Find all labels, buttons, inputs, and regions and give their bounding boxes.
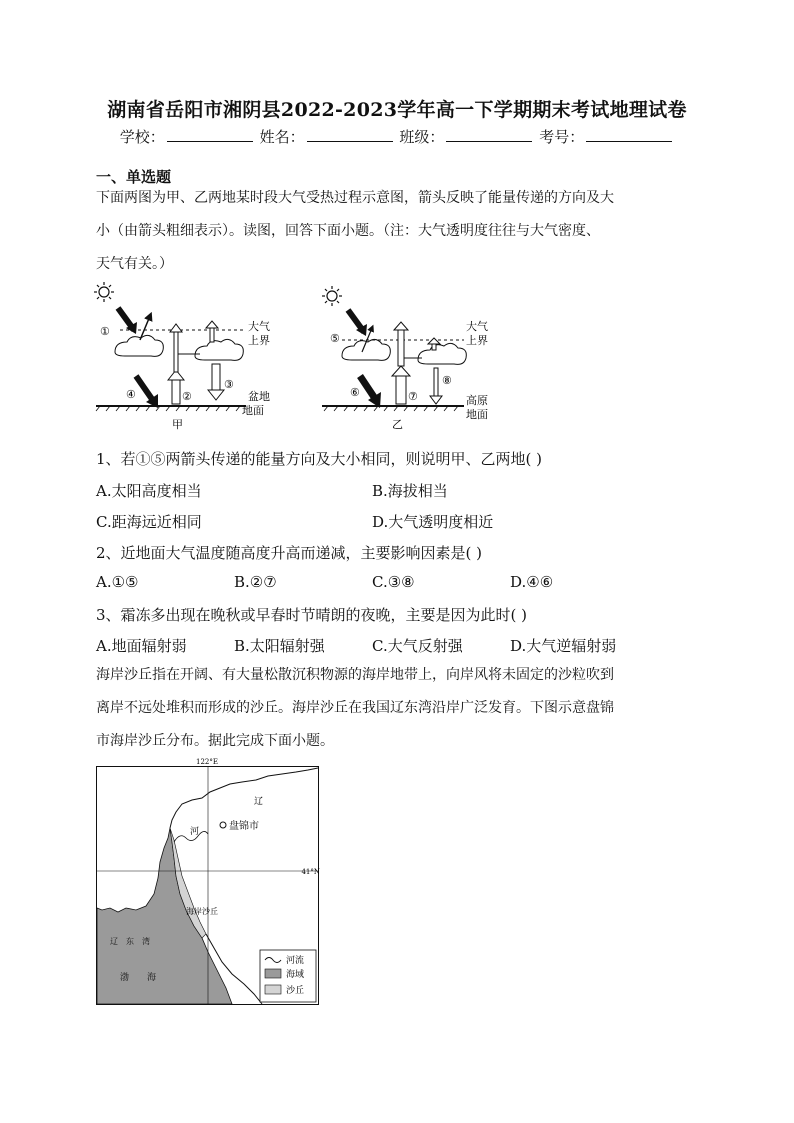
passage-2-line-2: 离岸不远处堆积而形成的沙丘。海岸沙丘在我国辽东湾沿岸广泛发育。下图示意盘锦	[96, 700, 614, 716]
section-heading: 一、单选题	[96, 168, 172, 186]
sun-icon	[322, 286, 342, 306]
class-label: 班级：	[399, 128, 445, 146]
name-label: 姓名：	[259, 128, 305, 146]
caption-jia: 甲	[172, 418, 183, 431]
number-label: 考号：	[539, 128, 585, 146]
question-1-stem: 1、若①⑤两箭头传递的能量方向及大小相同，则说明甲、乙两地( )	[96, 450, 543, 468]
arrow-3-label: ③	[224, 378, 234, 391]
arrow-6-label: ⑥	[350, 386, 360, 399]
latitude-label: 41°N	[301, 868, 320, 876]
arrow-2-label: ②	[182, 390, 192, 403]
arrow-8-label: ⑧	[442, 374, 452, 387]
q3-option-b[interactable]: B.太阳辐射强	[234, 637, 325, 655]
passage-2-line-1: 海岸沙丘指在开阔、有大量松散沉积物源的海岸地带上，向岸风将未固定的沙粒吹到	[96, 667, 614, 683]
river-name-char-1: 辽	[254, 797, 264, 807]
q3-option-a[interactable]: A.地面辐射弱	[96, 637, 187, 655]
legend-dune-label: 沙丘	[286, 986, 305, 996]
map-legend	[260, 950, 316, 1002]
school-label: 学校：	[119, 128, 165, 146]
passage-1-line-2: 小（由箭头粗细表示）。读图，回答下面小题。（注：大气透明度往往与大气密度、	[96, 223, 600, 239]
arrow-7-label: ⑦	[408, 390, 418, 403]
q1-option-c[interactable]: C.距海远近相同	[96, 513, 202, 531]
atmosphere-top-label-1: 大气	[248, 320, 270, 333]
question-2-stem: 2、近地面大气温度随高度升高而递减，主要影响因素是( )	[96, 544, 483, 562]
page-title: 湖南省岳阳市湘阴县2022-2023学年高一下学期期末考试地理试卷	[107, 99, 687, 121]
atmosphere-top-label-2: 上界	[466, 334, 488, 347]
atmosphere-top-label-2: 上界	[248, 334, 270, 347]
atmosphere-top-label-1: 大气	[466, 320, 488, 333]
ground-label-1: 高原	[466, 394, 488, 407]
q1-option-d[interactable]: D.大气透明度相近	[372, 513, 494, 531]
q3-option-c[interactable]: C.大气反射强	[372, 637, 463, 655]
q2-option-b[interactable]: B.②⑦	[234, 573, 277, 591]
sea-legend-swatch	[265, 969, 281, 978]
longitude-label: 122°E	[196, 758, 218, 766]
diagram-jia	[94, 282, 270, 431]
student-info-line	[0, 126, 794, 147]
legend-river-label: 河流	[286, 956, 305, 966]
passage-1-line-3: 天气有关。）	[96, 256, 173, 272]
legend-sea-label: 海域	[286, 970, 305, 980]
sun-icon	[94, 282, 114, 302]
q1-option-b[interactable]: B.海拔相当	[372, 482, 448, 500]
arrow-5-label: ⑤	[330, 332, 340, 345]
city-marker-icon	[220, 822, 226, 828]
q2-option-a[interactable]: A.①⑤	[96, 573, 139, 591]
sea-label-bohai: 渤 海	[120, 973, 157, 983]
city-label: 盘锦市	[229, 821, 259, 832]
diagram-yi	[322, 286, 488, 431]
sea-label-liaodong-bay: 辽 东 湾	[110, 937, 150, 946]
name-blank[interactable]	[307, 127, 393, 142]
arrow-4-label: ④	[126, 388, 136, 401]
river-name-char-2: 河	[190, 827, 200, 837]
passage-2	[96, 659, 701, 758]
dune-label: 海岸沙丘	[186, 907, 218, 916]
passage-1-line-1: 下面两图为甲、乙两地某时段大气受热过程示意图，箭头反映了能量传递的方向及大	[96, 190, 614, 206]
caption-yi: 乙	[392, 418, 403, 431]
atmosphere-heating-figure	[90, 280, 510, 440]
class-blank[interactable]	[446, 127, 532, 142]
school-blank[interactable]	[167, 127, 253, 142]
dune-legend-swatch	[265, 985, 281, 994]
ground-label-2: 地面	[466, 408, 488, 421]
passage-1	[96, 182, 701, 281]
q1-option-a[interactable]: A.太阳高度相当	[96, 482, 202, 500]
ground-label-1: 盆地	[248, 390, 270, 403]
arrow-1-label: ①	[100, 325, 110, 338]
ground-label-2: 地面	[242, 404, 264, 417]
question-3-stem: 3、霜冻多出现在晚秋或早春时节晴朗的夜晚，主要是因为此时( )	[96, 606, 528, 624]
q2-option-d[interactable]: D.④⑥	[510, 573, 554, 591]
q2-option-c[interactable]: C.③⑧	[372, 573, 415, 591]
number-blank[interactable]	[586, 127, 672, 142]
passage-2-line-3: 市海岸沙丘分布。据此完成下面小题。	[96, 733, 334, 749]
q3-option-d[interactable]: D.大气逆辐射弱	[510, 637, 617, 655]
panjin-dune-map	[96, 758, 320, 1006]
